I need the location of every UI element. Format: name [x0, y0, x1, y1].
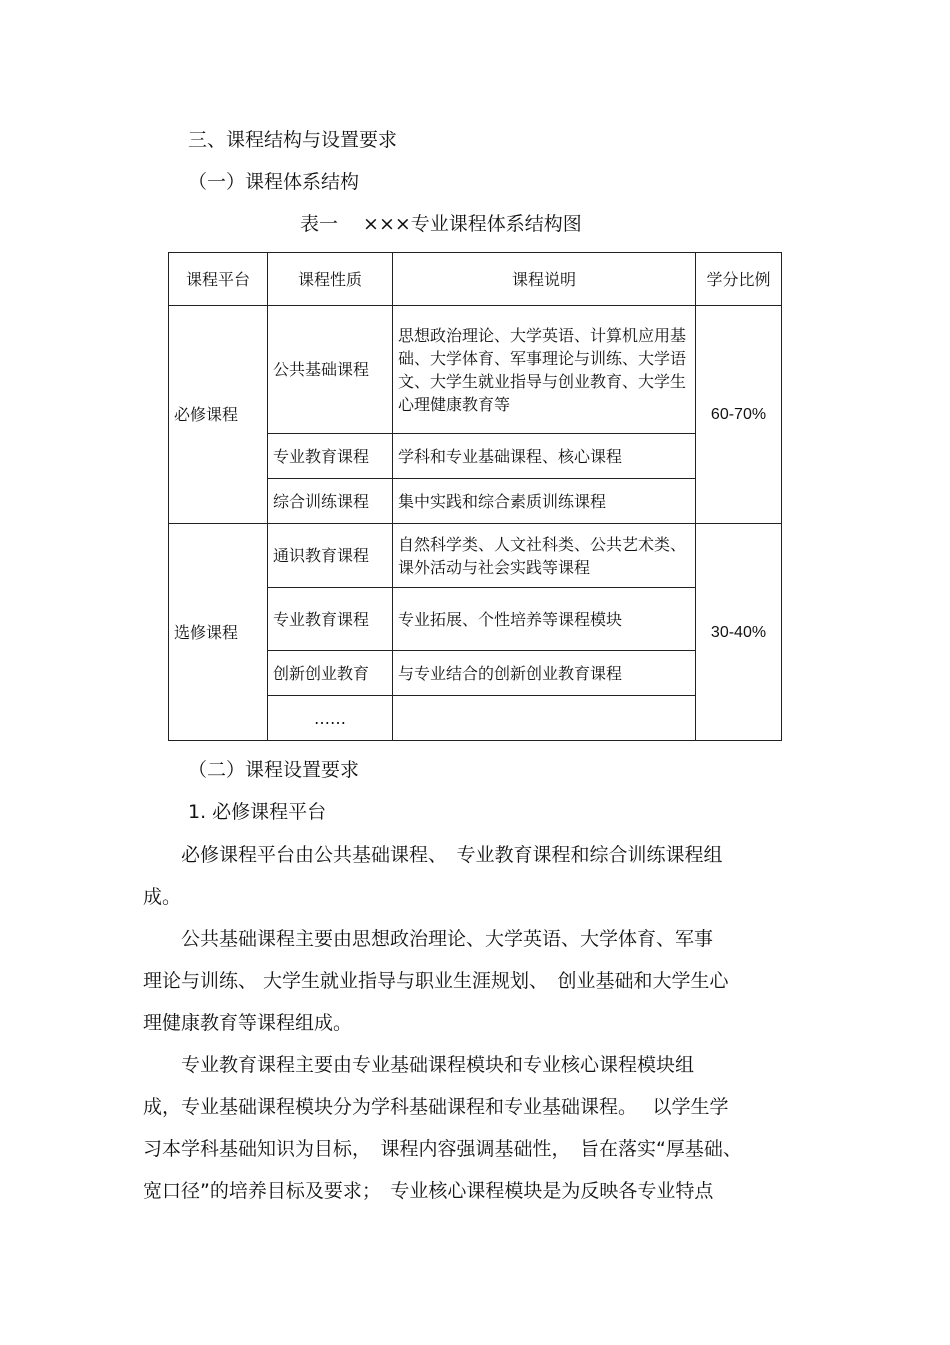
header-platform: 课程平台	[169, 253, 268, 306]
paragraph-line: 理健康教育等课程组成。	[143, 1012, 353, 1034]
paragraph-line: 必修课程平台由公共基础课程、 专业教育课程和综合训练课程组	[143, 844, 723, 866]
header-nature: 课程性质	[268, 253, 393, 306]
platform-cell: 必修课程	[169, 306, 268, 524]
section-heading: 三、课程结构与设置要求	[188, 129, 398, 151]
nature-cell: 通识教育课程	[268, 524, 393, 588]
description-cell	[393, 696, 696, 741]
description-cell: 集中实践和综合素质训练课程	[393, 479, 696, 524]
ratio-cell: 30-40%	[696, 524, 782, 741]
description-cell: 专业拓展、个性培养等课程模块	[393, 588, 696, 651]
header-description: 课程说明	[393, 253, 696, 306]
paragraph-line: 理论与训练、 大学生就业指导与职业生涯规划、 创业基础和大学生心	[143, 970, 729, 992]
item-heading: 1. 必修课程平台	[188, 801, 327, 823]
description-cell: 自然科学类、人文社科类、公共艺术类、课外活动与社会实践等课程	[393, 524, 696, 588]
subsection-heading-2: （二）课程设置要求	[188, 759, 360, 781]
nature-cell: ……	[268, 696, 393, 741]
nature-cell: 公共基础课程	[268, 306, 393, 434]
paragraph-line: 成，专业基础课程模块分为学科基础课程和专业基础课程。 以学生学	[143, 1096, 729, 1118]
paragraph-line: 专业教育课程主要由专业基础课程模块和专业核心课程模块组	[143, 1054, 695, 1076]
description-cell: 与专业结合的创新创业教育课程	[393, 651, 696, 696]
table-row	[169, 524, 782, 588]
platform-cell: 选修课程	[169, 524, 268, 741]
ratio-cell: 60-70%	[696, 306, 782, 524]
description-cell: 学科和专业基础课程、核心课程	[393, 434, 696, 479]
header-ratio: 学分比例	[696, 253, 782, 306]
nature-cell: 创新创业教育	[268, 651, 393, 696]
table-row	[169, 306, 782, 434]
paragraph-line: 习本学科基础知识为目标， 课程内容强调基础性， 旨在落实“厚基础、	[143, 1138, 742, 1160]
subsection-heading-1: （一）课程体系结构	[188, 171, 360, 193]
curriculum-table	[168, 252, 782, 741]
paragraph-line: 成。	[143, 886, 182, 908]
paragraph-line: 宽口径”的培养目标及要求； 专业核心课程模块是为反映各专业特点	[143, 1180, 714, 1202]
paragraph	[143, 918, 805, 1044]
table-caption: 表一 ×××专业课程体系结构图	[300, 213, 582, 235]
nature-cell: 专业教育课程	[268, 434, 393, 479]
nature-cell: 专业教育课程	[268, 588, 393, 651]
table-header-row	[169, 253, 782, 306]
nature-cell: 综合训练课程	[268, 479, 393, 524]
paragraph	[143, 1044, 805, 1212]
paragraph-line: 公共基础课程主要由思想政治理论、大学英语、大学体育、军事	[143, 928, 714, 950]
paragraph	[143, 834, 805, 918]
description-cell: 思想政治理论、大学英语、计算机应用基础、大学体育、军事理论与训练、大学语文、大学生就业指导与创业教育、大学生心理健康教育等	[393, 306, 696, 434]
